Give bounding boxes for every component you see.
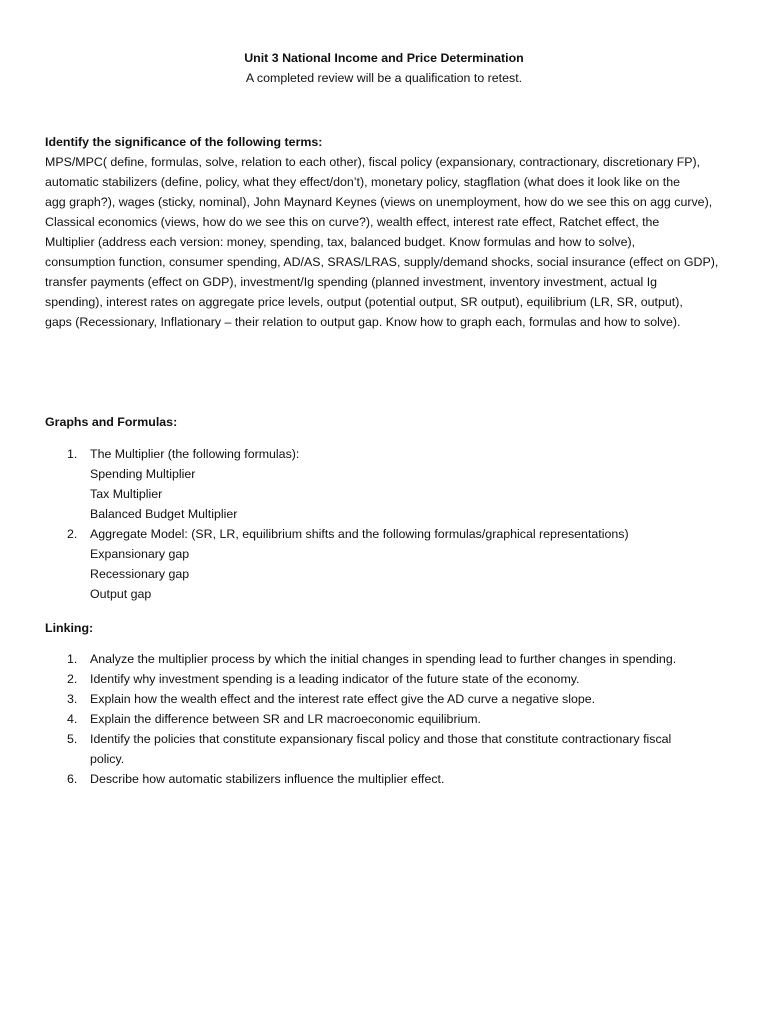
sub-item: Balanced Budget Multiplier	[90, 507, 238, 521]
terms-line: MPS/MPC( define, formulas, solve, relation to each other), fiscal policy (expansionary, contractionary, discretionary FP),	[45, 155, 701, 169]
terms-heading: Identify the significance of the following terms:	[45, 135, 323, 149]
terms-line: transfer payments (effect on GDP), investment/Ig spending (planned investment, inventory investment, actual Ig	[45, 275, 658, 289]
list-item-text: Explain the difference between SR and LR macroeconomic equilibrium.	[90, 712, 481, 726]
list-item-text: Identify why investment spending is a leading indicator of the future state of the economy.	[90, 672, 580, 686]
terms-line: Classical economics (views, how do we see this on curve?), wealth effect, interest rate effect, Ratchet effect, the	[45, 215, 660, 229]
list-item-text: Analyze the multiplier process by which the initial changes in spending lead to further changes in spending.	[90, 652, 677, 666]
list-item	[45, 444, 725, 524]
list-number: 3.	[67, 692, 78, 706]
list-item-text-continued: policy.	[90, 752, 125, 766]
list-item	[45, 729, 725, 769]
list-item-text: Identify the policies that constitute expansionary fiscal policy and those that constitute contractionary fiscal	[90, 732, 672, 746]
terms-line: consumption function, consumer spending, AD/AS, SRAS/LRAS, supply/demand shocks, social insurance (effect on GDP),	[45, 255, 719, 269]
list-item	[45, 709, 725, 729]
sub-item: Recessionary gap	[90, 567, 190, 581]
list-number: 5.	[67, 732, 78, 746]
list-number: 2.	[67, 527, 78, 541]
list-number: 4.	[67, 712, 78, 726]
list-item-text: Aggregate Model: (SR, LR, equilibrium shifts and the following formulas/graphical representations)	[90, 527, 629, 541]
linking-list	[45, 649, 725, 789]
list-item-text: The Multiplier (the following formulas):	[90, 447, 300, 461]
linking-heading: Linking:	[45, 621, 94, 635]
graphs-heading: Graphs and Formulas:	[45, 415, 178, 429]
list-item	[45, 769, 725, 789]
list-number: 1.	[67, 447, 78, 461]
terms-line: gaps (Recessionary, Inflationary – their relation to output gap. Know how to graph each, formulas and how to solve).	[45, 315, 681, 329]
list-number: 2.	[67, 672, 78, 686]
sub-item: Output gap	[90, 587, 152, 601]
list-item-text: Explain how the wealth effect and the interest rate effect give the AD curve a negative slope.	[90, 692, 596, 706]
sub-item: Spending Multiplier	[90, 467, 196, 481]
terms-line: automatic stabilizers (define, policy, what they effect/don’t), monetary policy, stagflation (what does it look like on the	[45, 175, 680, 189]
document-subtitle: A completed review will be a qualification to retest.	[245, 71, 523, 85]
list-item	[45, 649, 725, 669]
terms-paragraph	[45, 152, 735, 332]
document-title: Unit 3 National Income and Price Determination	[244, 51, 524, 65]
terms-line: agg graph?), wages (sticky, nominal), John Maynard Keynes (views on unemployment, how do we see this on agg curve),	[45, 195, 713, 209]
list-item	[45, 669, 725, 689]
list-item	[45, 524, 725, 604]
graphs-list	[45, 444, 725, 604]
terms-line: Multiplier (address each version: money, spending, tax, balanced budget. Know formulas and how to solve),	[45, 235, 636, 249]
list-number: 1.	[67, 652, 78, 666]
terms-line: spending), interest rates on aggregate price levels, output (potential output, SR output), equilibrium (LR, SR, output),	[45, 295, 683, 309]
list-item	[45, 689, 725, 709]
list-item-text: Describe how automatic stabilizers influence the multiplier effect.	[90, 772, 445, 786]
sub-item: Expansionary gap	[90, 547, 190, 561]
sub-item: Tax Multiplier	[90, 487, 163, 501]
list-number: 6.	[67, 772, 78, 786]
